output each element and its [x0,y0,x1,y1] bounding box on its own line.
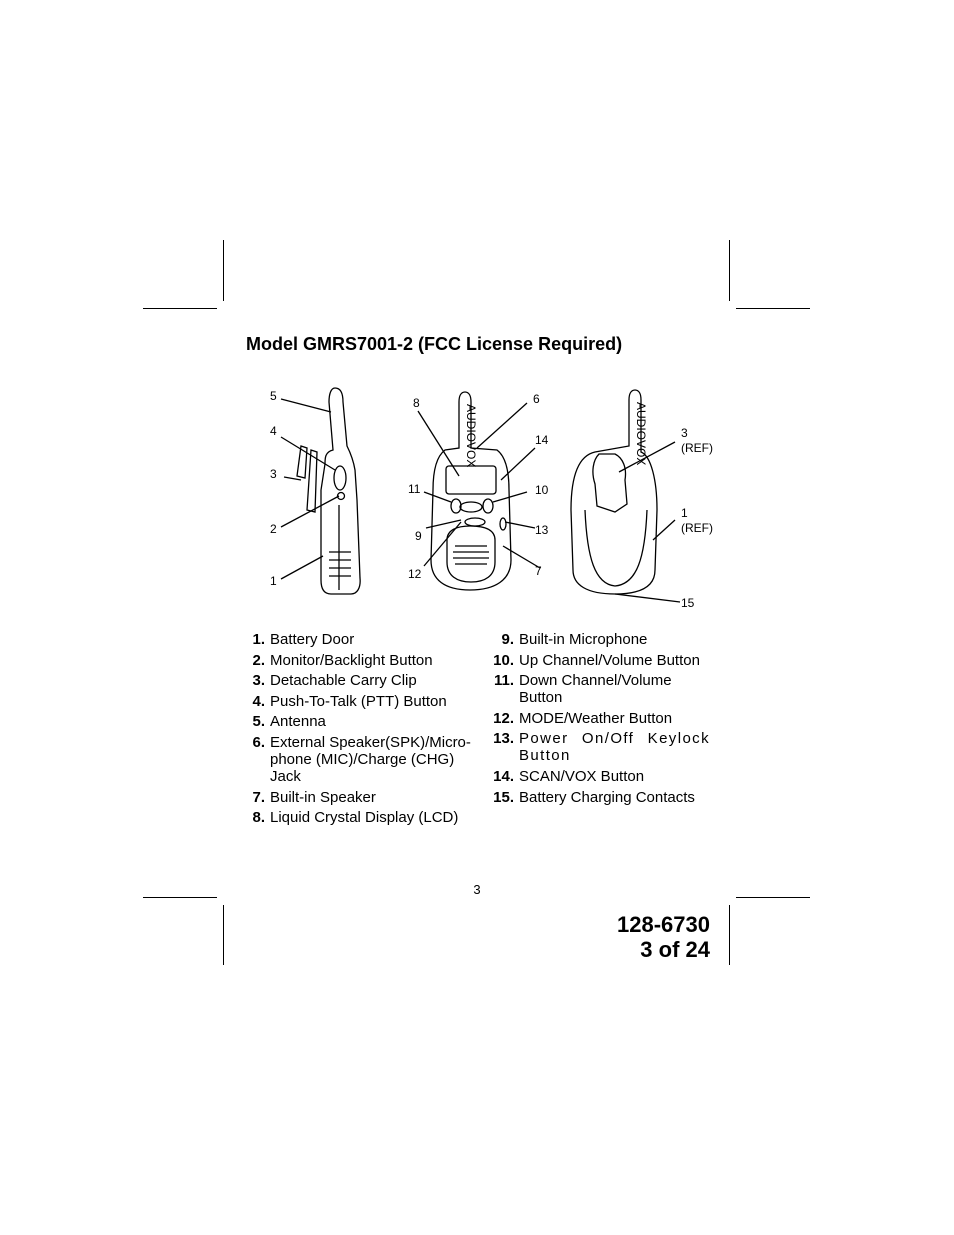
crop-mark [223,240,224,301]
list-item: 14. SCAN/VOX Button [493,767,645,785]
list-item: 4. Push-To-Talk (PTT) Button [252,692,447,710]
parts-list-right [490,631,710,809]
parts-list-left [246,631,478,830]
list-item: 5. Antenna [252,713,326,731]
callout-9: 9 [415,529,422,543]
list-item: 13. Power On/Off Keylock Button [493,730,710,765]
callout-7: 7 [535,564,542,578]
doc-number: 128-6730 [617,912,710,937]
list-item: 10. Up Channel/Volume Button [493,651,700,669]
page-number: 3 [473,882,481,897]
callout-5: 5 [270,389,277,403]
crop-mark [223,905,224,965]
ref-label: (REF) [681,441,713,455]
crop-mark [729,905,730,965]
callout-6: 6 [533,392,540,406]
callout-10: 10 [535,483,549,497]
brand-text: AUDIOVOX [634,402,648,466]
callout-8: 8 [413,396,420,410]
crop-mark [729,240,730,301]
callout-1-ref: 1 [681,506,688,520]
brand-text: AUDIOVOX [464,404,478,468]
callout-12: 12 [408,567,422,581]
callout-13: 13 [535,523,549,537]
callout-1: 1 [270,574,277,588]
callout-14: 14 [535,433,549,447]
page-title: Model GMRS7001-2 (FCC License Required) [246,334,623,354]
callout-15: 15 [681,596,695,610]
list-item: 1. Battery Door [252,631,355,648]
document-id [617,912,710,962]
doc-page-of: 3 of 24 [640,937,710,962]
list-item: 2. Monitor/Backlight Button [252,651,433,669]
list-item: 7. Built-in Speaker [252,788,376,806]
list-item: 8. Liquid Crystal Display (LCD) [252,809,459,827]
radio-side-view [297,388,360,594]
list-item: 3. Detachable Carry Clip [252,672,417,690]
list-item: 12. MODE/Weather Button [493,709,673,727]
list-item: 9. Built-in Microphone [501,631,648,648]
radio-diagram [255,380,725,615]
list-item: 6. External Speaker(SPK)/Micro-phone (MIC)/Charge (CHG) Jack [252,733,471,785]
crop-mark [143,897,217,898]
callout-2: 2 [270,522,277,536]
callout-4: 4 [270,424,277,438]
callout-3: 3 [270,467,277,481]
list-item: 11. Down Channel/Volume Button [493,672,672,707]
crop-mark [143,308,217,309]
crop-mark [736,308,810,309]
callout-3-ref: 3 [681,426,688,440]
callout-11: 11 [408,482,421,496]
crop-mark [736,897,810,898]
ref-label: (REF) [681,521,713,535]
list-item: 15. Battery Charging Contacts [493,788,695,806]
